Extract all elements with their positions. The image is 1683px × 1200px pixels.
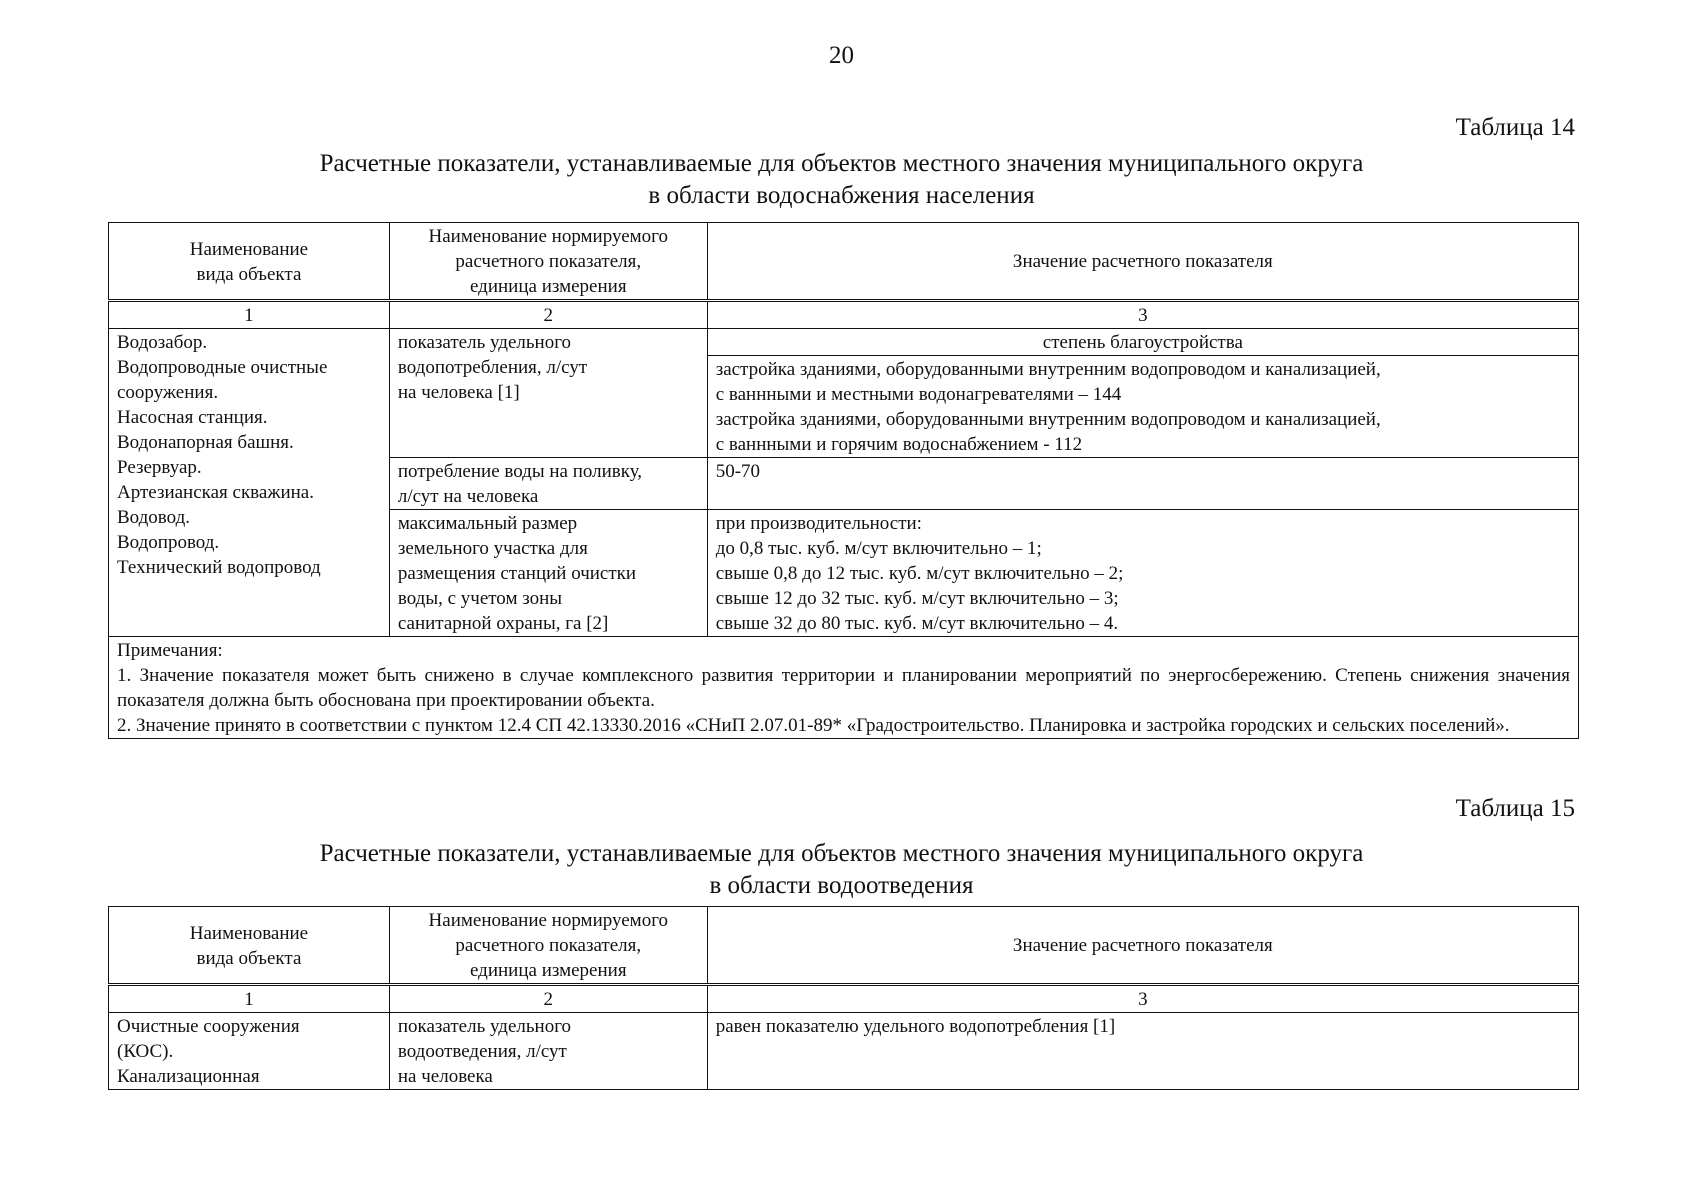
table-15-value-1: равен показателю удельного водопотребления [1] xyxy=(707,1013,1578,1090)
table-15-objects-cell: Очистные сооружения (КОС). Канализационная xyxy=(109,1013,390,1090)
table-15-header-col3: Значение расчетного показателя xyxy=(707,907,1578,985)
table-14-row-1 xyxy=(109,329,1579,356)
table-15-title-line1: Расчетные показатели, устанавливаемые для объектов местного значения муниципального округа xyxy=(319,840,1364,867)
table-14-notes xyxy=(109,637,1579,739)
object-item: Водозабор. xyxy=(117,332,208,353)
object-item: Технический водопровод xyxy=(117,557,321,578)
table-15-col-number: 3 xyxy=(707,985,1578,1013)
table-14 xyxy=(108,222,1579,739)
table-14-value-3: при производительности: до 0,8 тыс. куб. м/сут включительно – 1; свыше 0,8 до 12 тыс. куб. м/сут включительно – 2; свыше 12 до 32 тыс. куб. м/сут включительно – 3; свыше 32 до 80 тыс. куб. м/сут включительно – 4. xyxy=(707,510,1578,637)
table-14-col-number: 3 xyxy=(707,301,1578,329)
table-14-header-col1: Наименование вида объекта xyxy=(109,223,390,301)
table-14-value-2: 50-70 xyxy=(707,458,1578,510)
table-14-notes-row xyxy=(109,637,1579,739)
table-14-header-col3: Значение расчетного показателя xyxy=(707,223,1578,301)
object-item: Насосная станция. xyxy=(117,407,268,428)
table-14-indicator-1: показатель удельного водопотребления, л/сут на человека [1] xyxy=(389,329,707,458)
table-14-value-1: застройка зданиями, оборудованными внутренним водопроводом и канализацией, с ваннными и местными водонагревателями – 144 застройка зданиями, оборудованными внутренним водопроводом и канализацией, с ваннными и горячим водоснабжением - 112 xyxy=(707,356,1578,458)
table-14-title-line1: Расчетные показатели, устанавливаемые для объектов местного значения муниципального округа xyxy=(319,150,1364,177)
table-15-row-1 xyxy=(109,1013,1579,1090)
table-14-indicator-3: максимальный размер земельного участка для размещения станций очистки воды, с учетом зоны санитарной охраны, га [2] xyxy=(389,510,707,637)
table-14-subheader: степень благоустройства xyxy=(707,329,1578,356)
table-15-number-row xyxy=(109,985,1579,1013)
table-14-col-number: 1 xyxy=(109,301,390,329)
page-number: 20 xyxy=(829,42,854,69)
table-15-header-col1: Наименование вида объекта xyxy=(109,907,390,985)
table-14-col-number: 2 xyxy=(389,301,707,329)
note-1: 1. Значение показателя может быть снижено в случае комплексного развития территории и планировании мероприятий по энергосбережению. Степень снижения значения показателя должна быть обоснована при проектировании объекта. xyxy=(117,665,1570,711)
object-item: Водопровод. xyxy=(117,532,220,553)
table-15-indicator-1: показатель удельного водоотведения, л/сут на человека xyxy=(389,1013,707,1090)
table-15-header-col2: Наименование нормируемого расчетного показателя, единица измерения xyxy=(389,907,707,985)
table-15-col-number: 2 xyxy=(389,985,707,1013)
object-item: Водопроводные очистные xyxy=(117,357,328,378)
table-15-label: Таблица 15 xyxy=(1455,795,1575,822)
object-item: Водонапорная башня. xyxy=(117,432,294,453)
table-14-title-line2: в области водоснабжения населения xyxy=(648,182,1035,209)
table-15-title-line2: в области водоотведения xyxy=(709,872,974,899)
notes-title: Примечания: xyxy=(117,640,223,661)
object-item: Водовод. xyxy=(117,507,191,528)
object-item: Резервуар. xyxy=(117,457,202,478)
table-15-col-number: 1 xyxy=(109,985,390,1013)
object-item: Артезианская скважина. xyxy=(117,482,314,503)
table-14-header-row xyxy=(109,223,1579,301)
table-14-number-row xyxy=(109,301,1579,329)
note-2: 2. Значение принято в соответствии с пунктом 12.4 СП 42.13330.2016 «СНиП 2.07.01-89* «Градостроительство. Планировка и застройка городских и сельских поселений». xyxy=(117,715,1510,736)
table-14-title xyxy=(108,148,1575,212)
table-14-objects-cell xyxy=(109,329,390,637)
object-item: сооружения. xyxy=(117,382,219,403)
table-14-label: Таблица 14 xyxy=(1455,114,1575,141)
table-14-indicator-2: потребление воды на поливку, л/сут на человека xyxy=(389,458,707,510)
table-15-header-row xyxy=(109,907,1579,985)
table-15-title xyxy=(108,838,1575,902)
table-15 xyxy=(108,906,1579,1090)
table-14-header-col2: Наименование нормируемого расчетного показателя, единица измерения xyxy=(389,223,707,301)
